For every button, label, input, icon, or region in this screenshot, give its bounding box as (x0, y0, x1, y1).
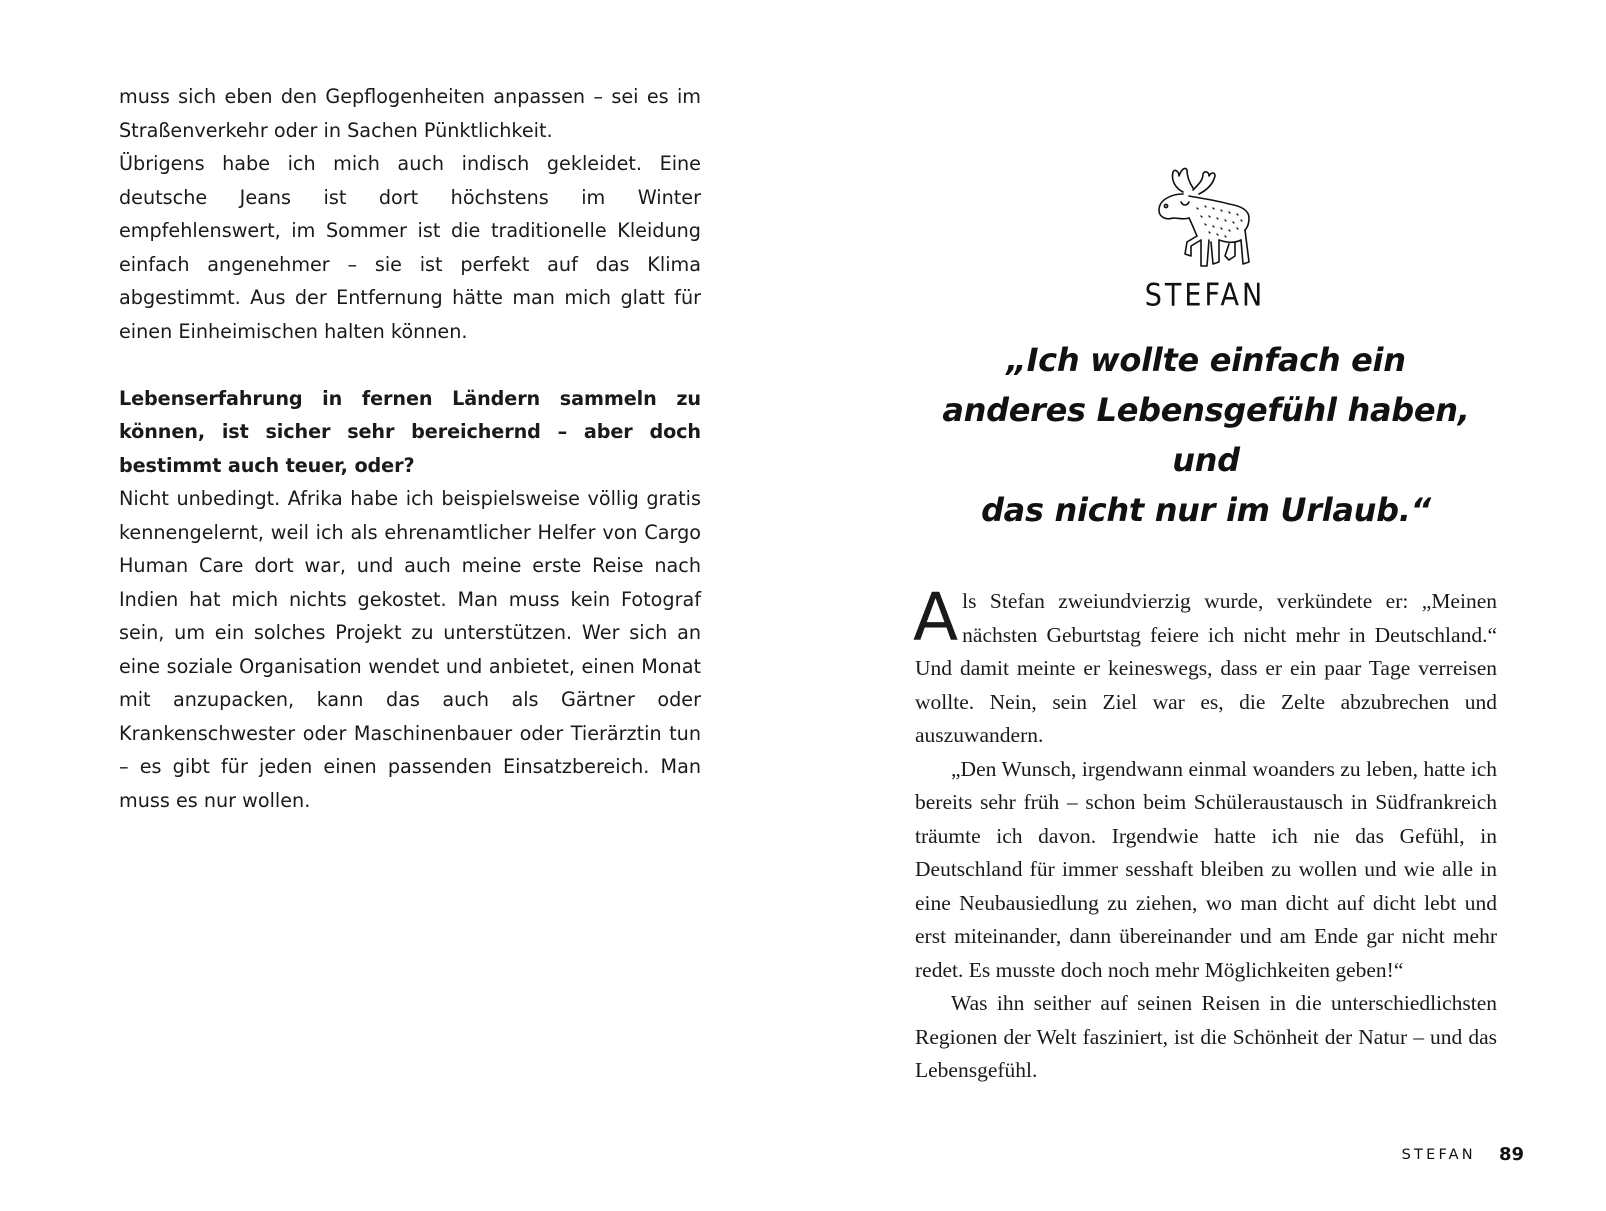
body-paragraph: Übrigens habe ich mich auch indisch gekleidet. Eine deutsche Jeans ist dort höchstens im Winter empfehlenswert, im Sommer ist die traditionelle Kleidung einfach angenehmer – sie ist perfekt auf das Klima abgestimmt. Aus der Entfernung hätte man mich glatt für einen Einheimischen halten können. (119, 152, 701, 343)
moose-icon (1149, 158, 1261, 276)
pull-quote-line: das nicht nur im Urlaub.“ (981, 491, 1431, 529)
left-text-column (119, 80, 701, 817)
chapter-portrait (1140, 158, 1270, 314)
opening-paragraph (913, 579, 1497, 753)
paragraph-spacer (119, 348, 701, 382)
page-number: 89 (1498, 1144, 1524, 1165)
body-paragraph: Was ihn seither auf seinen Reisen in die unterschiedlichsten Regionen der Welt fasziniert, ist die Schönheit der Natur – und das Lebensgefühl. (915, 991, 1497, 1082)
interview-question: Lebenserfahrung in fernen Ländern sammeln zu können, ist sicher sehr bereichernd – aber doch bestimmt auch teuer, oder? (119, 386, 701, 477)
body-paragraph: muss sich eben den Gepflogenheiten anpassen – sei es im Straßenverkehr oder in Sachen Pünktlichkeit. (119, 85, 701, 142)
pull-quote (915, 335, 1497, 535)
portrait-name-label: STEFAN (1144, 277, 1266, 314)
right-text-column (913, 579, 1497, 1088)
running-title: STEFAN (1401, 1146, 1476, 1163)
interview-answer: Nicht unbedingt. Afrika habe ich beispielsweise völlig gratis kennengelernt, weil ich als ehrenamtlicher Helfer von Cargo Human Care dort war, und auch meine erste Reise nach Indien hat mich nichts gekostet. Man muss kein Fotograf sein, um ein solches Projekt zu unterstützen. Wer sich an eine soziale Organisation wendet und anbietet, einen Monat mit anzupacken, kann das auch als Gärtner oder Krankenschwester oder Maschinenbauer oder Tierärztin tun – es gibt für jeden einen passenden Einsatzbereich. Man muss es nur wollen. (119, 487, 701, 812)
opening-paragraph-text: ls Stefan zweiundvierzig wurde, verkündete er: „Meinen nächsten Geburtstag feiere ich nicht mehr in Deutschland.“ Und damit meinte er keineswegs, dass er ein paar Tage verreisen wollte. Nein, sein Ziel war es, die Zelte abzubrechen und auszuwandern. (915, 589, 1497, 747)
body-paragraph: „Den Wunsch, irgendwann einmal woanders zu leben, hatte ich bereits sehr früh – schon beim Schüleraustausch in Südfrankreich träumte ich davon. Irgendwie hatte ich nie das Gefühl, in Deutschland für immer sesshaft bleiben zu wollen und wie alle in eine Neubausiedlung zu ziehen, wo man dicht auf dicht lebt und erst miteinander, dann übereinander und am Ende gar nicht mehr redet. Es musste doch noch mehr Möglichkeiten geben!“ (915, 756, 1497, 982)
pull-quote-line: anderes Lebensgefühl haben, und (942, 391, 1470, 479)
drop-cap: A (913, 579, 959, 656)
running-footer (1402, 1144, 1524, 1165)
pull-quote-line: „Ich wollte einfach ein (1006, 341, 1406, 379)
